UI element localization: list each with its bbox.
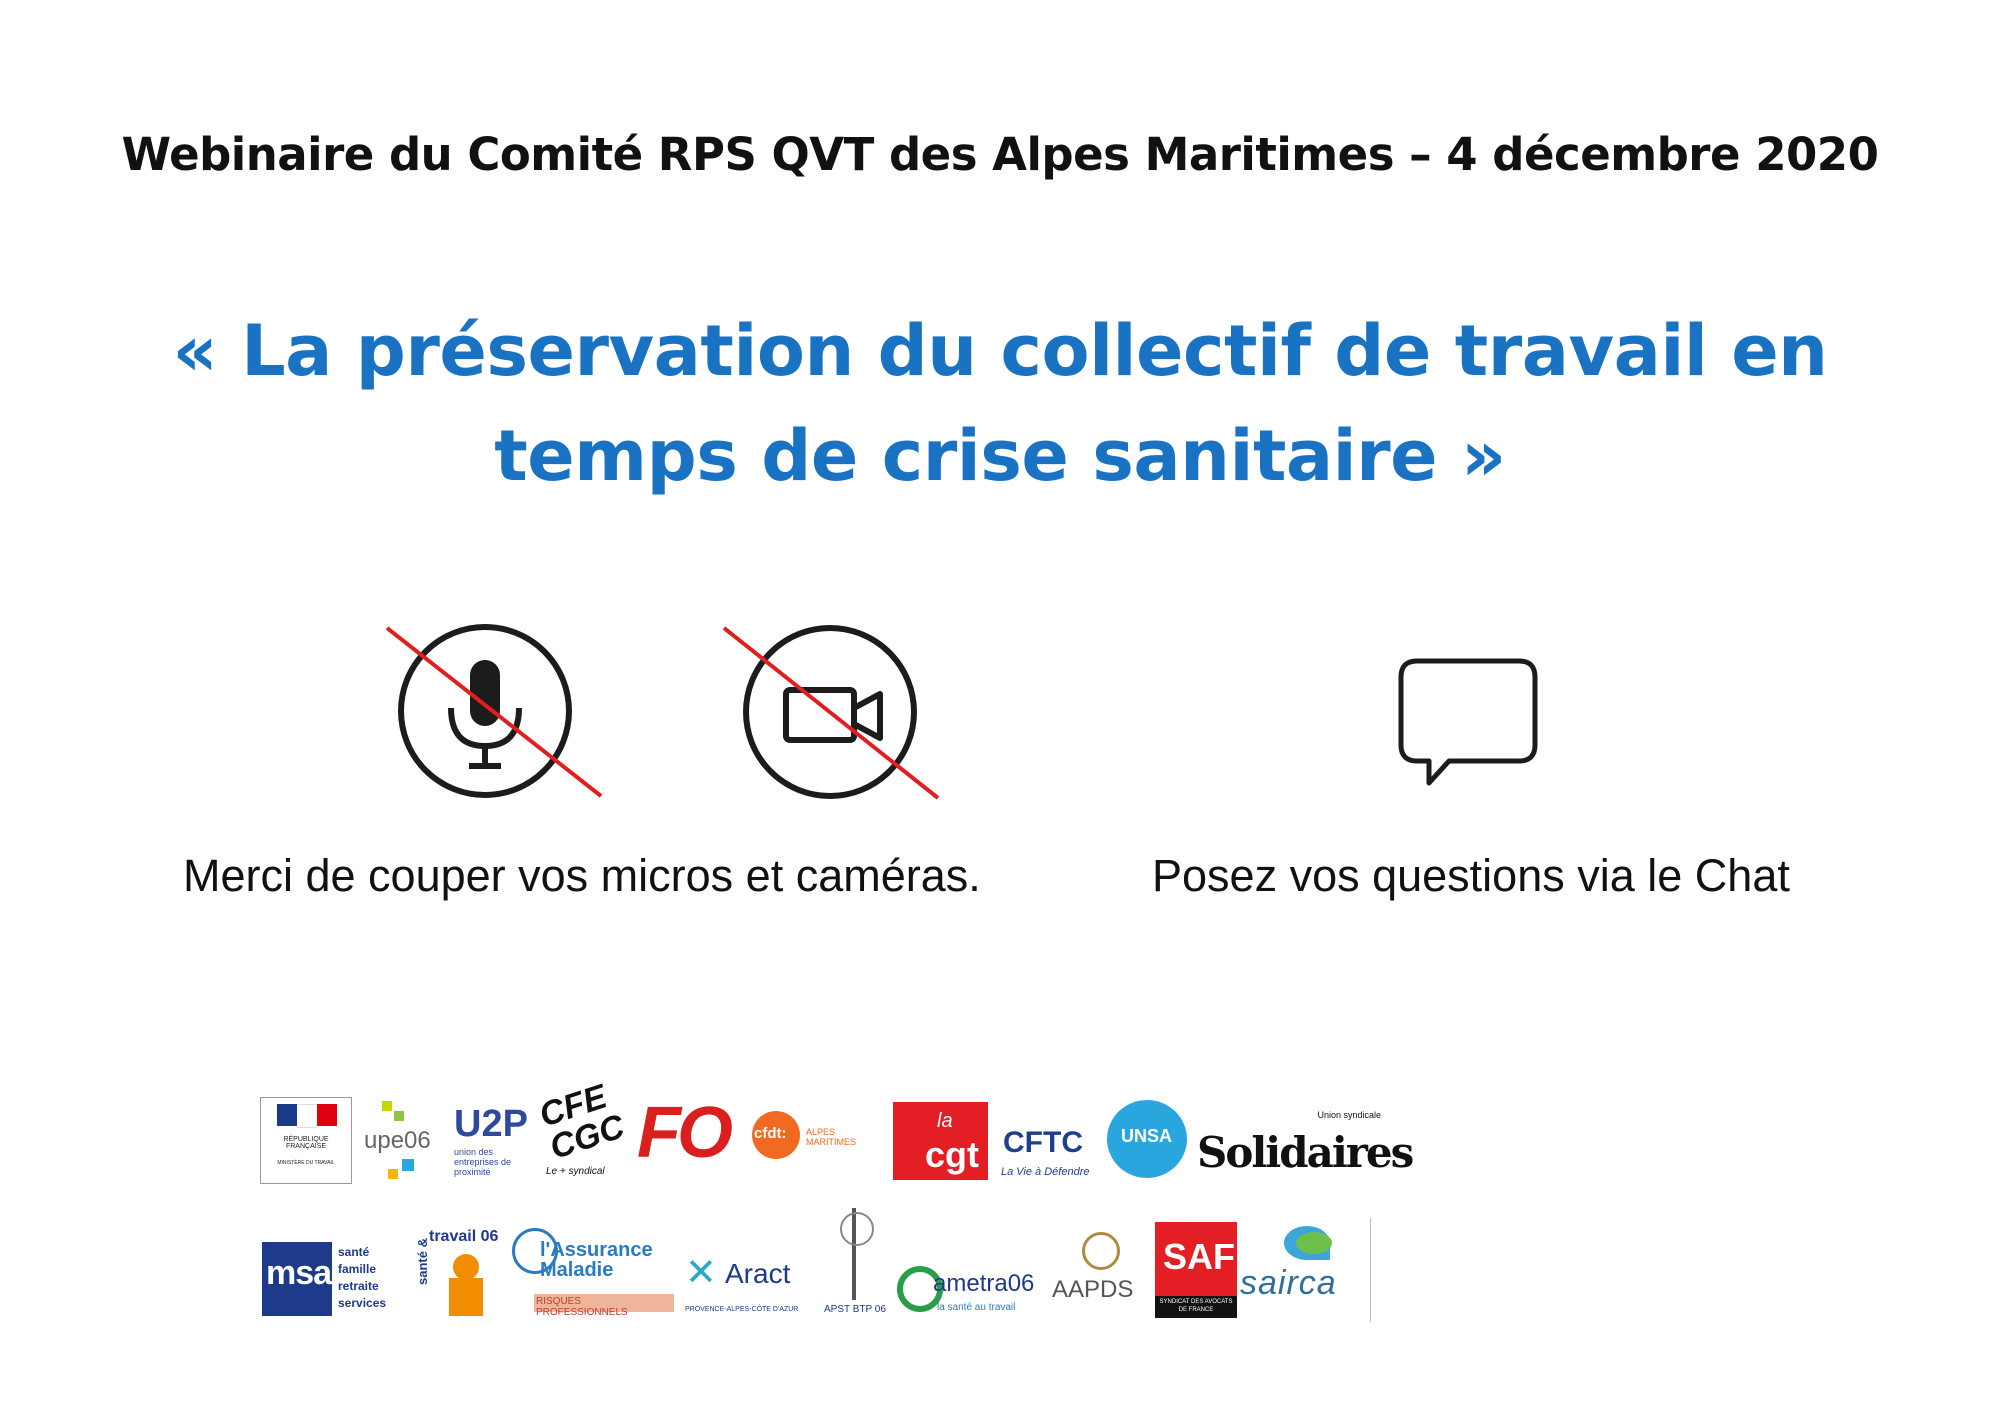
logo-unsa: UNSA [1105,1100,1190,1180]
logo-aapds: AAPDS [1050,1232,1150,1320]
logo-cfdt: cfdt: ALPES MARITIMES [750,1105,880,1165]
chat-instruction-text: Posez vos questions via le Chat [1152,850,1790,901]
logo-sante-travail-06: santé & travail 06 [415,1228,505,1323]
logo-msa: msa santé famille retraite services [262,1242,412,1318]
main-title-line-1: « La préservation du collectif de travail en [172,310,1828,392]
logo-aract: ✕ Aract PROVENCE-ALPES-CÔTE D'AZUR [685,1252,799,1313]
chat-bubble-icon [1395,655,1545,795]
logo-solidaires: Union syndicale Solidaires [1197,1110,1413,1177]
page-header-title: Webinaire du Comité RPS QVT des Alpes Maritimes – 4 décembre 2020 [121,128,1879,181]
logo-cfe-cgc: CFE CGC Le + syndical [534,1077,629,1177]
main-title-line-2: temps de crise sanitaire » [494,415,1506,497]
logo-cftc: CFTC La Vie à Défendre [1001,1126,1090,1178]
logo-cgt: la cgt [893,1102,988,1180]
logo-fo: FO [637,1093,729,1173]
logo-saf: SAF SYNDICAT DES AVOCATS DE FRANCE [1155,1222,1237,1318]
mute-instruction-text: Merci de couper vos micros et caméras. [183,850,981,901]
logo-ametra06: ametra06 la santé au travail [895,1262,1045,1324]
logo-u2p: U2P union des entreprises de proximité [454,1103,528,1177]
logo-republique-francaise: RÉPUBLIQUE FRANÇAISE MINISTÈRE DU TRAVAIL [260,1097,352,1184]
camera-crossed-icon [720,620,950,810]
microphone-crossed-icon [385,620,615,810]
logo-assurance-maladie: l'Assurance Maladie RISQUES PROFESSIONNELS [512,1228,672,1320]
logo-upe06: upe06 [362,1097,437,1182]
logo-apst-btp-06: APST BTP 06 [822,1208,892,1323]
logo-sairca: sairca [1240,1218,1371,1322]
